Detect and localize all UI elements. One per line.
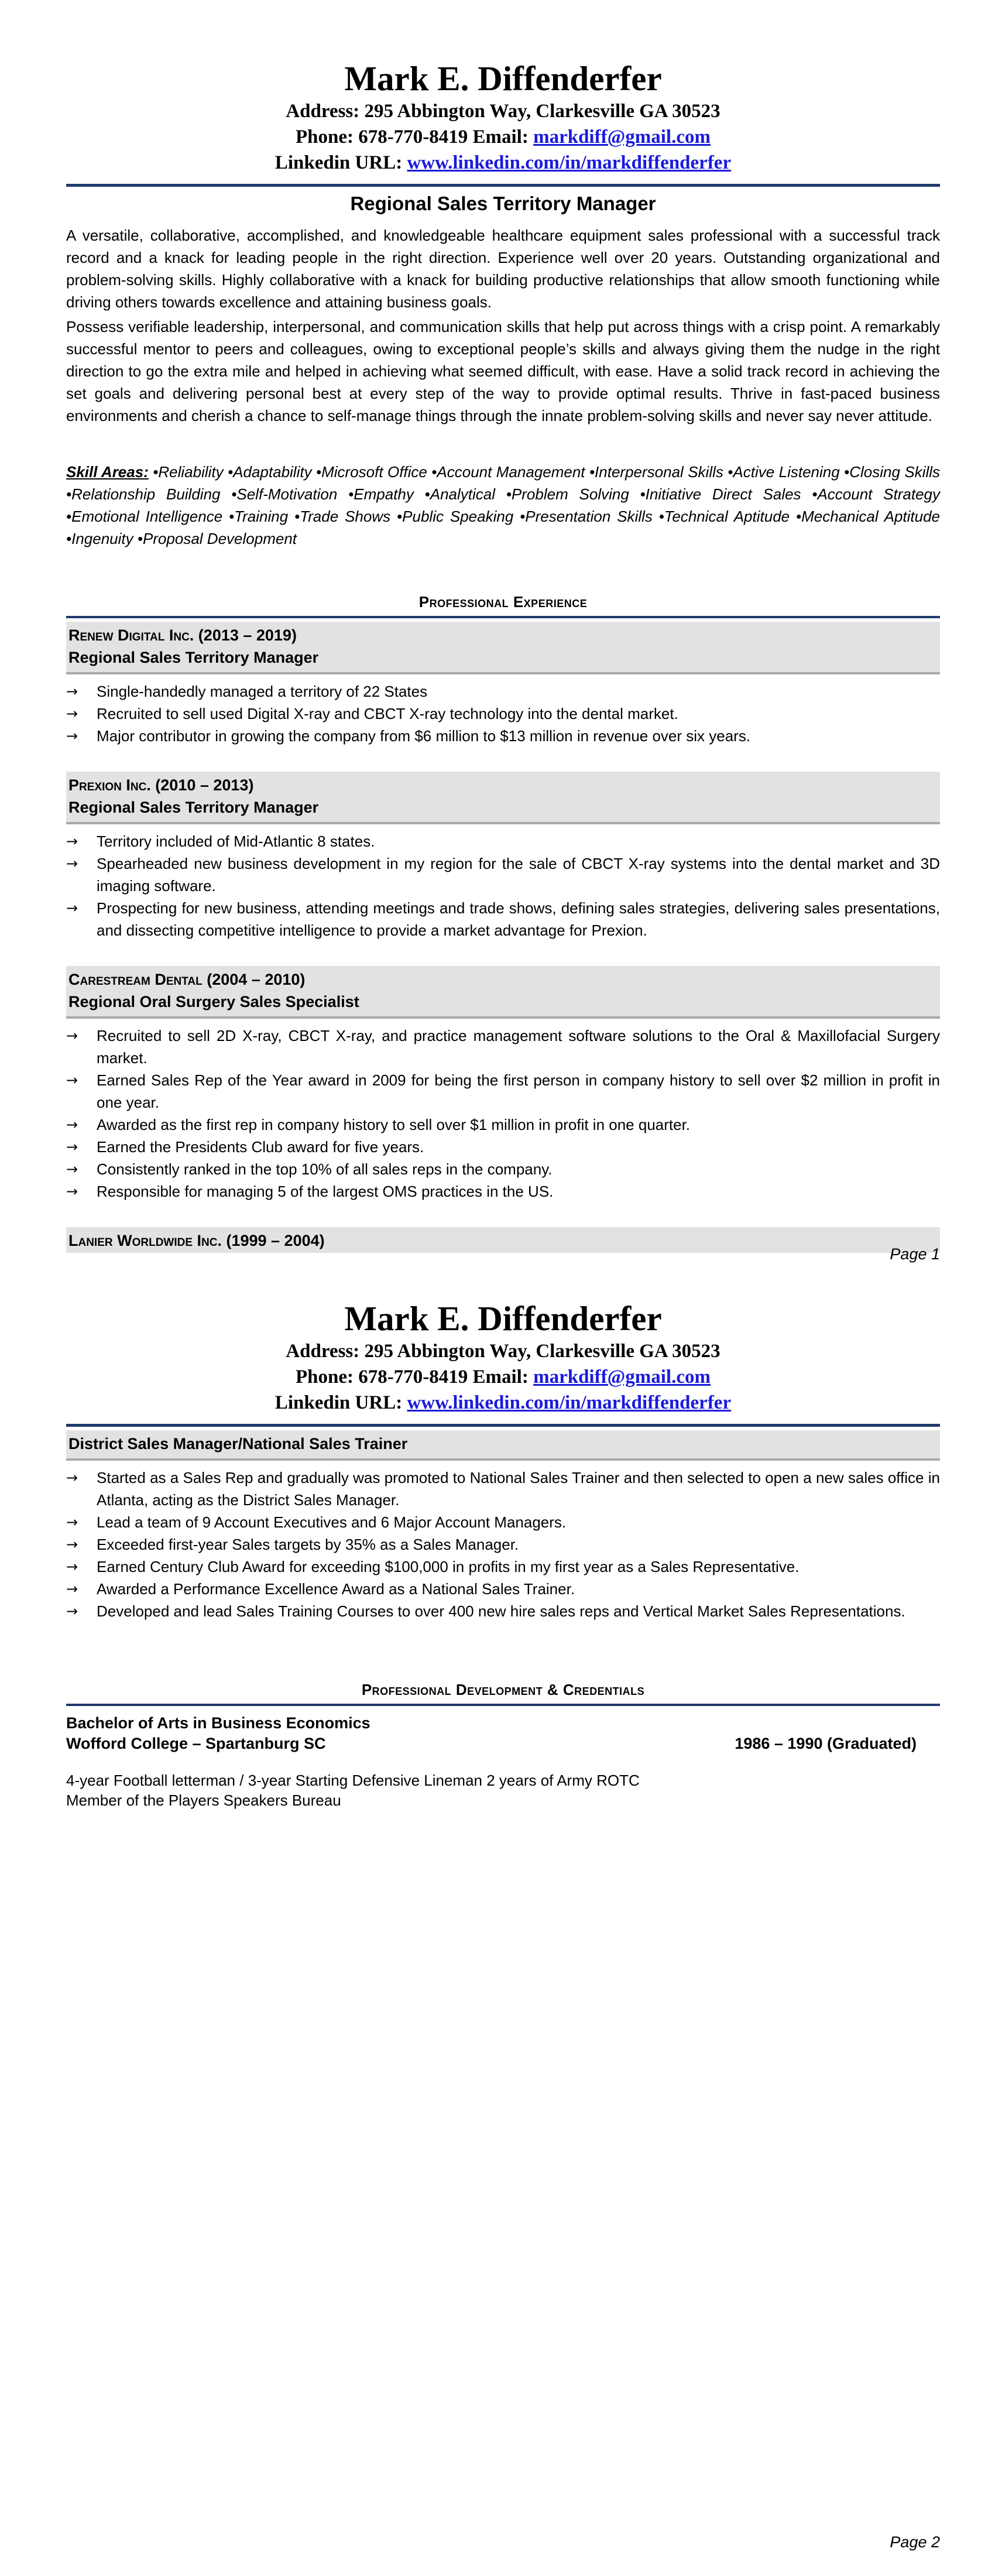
arrow-icon: →	[66, 833, 78, 849]
experience-section-title: Professional Experience	[418, 593, 588, 611]
arrow-icon: →	[66, 1536, 78, 1553]
linkedin-link[interactable]: www.linkedin.com/in/markdiffenderfer	[407, 1392, 732, 1413]
phone-label: Phone: 678-770-8419 Email:	[296, 1366, 534, 1388]
skill-item: •Interpersonal Skills	[589, 463, 728, 481]
linkedin-label: Linkedin URL:	[275, 152, 407, 173]
skill-item: •Training	[229, 508, 295, 525]
arrow-icon: →	[66, 900, 78, 916]
list-item: → Earned the Presidents Club award for five years.	[66, 1136, 940, 1158]
job-header-divider	[66, 1016, 940, 1019]
phone-email-line	[66, 124, 940, 150]
arrow-icon: →	[66, 1558, 78, 1575]
arrow-icon: →	[66, 1514, 78, 1530]
page-1	[0, 0, 995, 1276]
job-bullets	[66, 1467, 940, 1622]
education-dates: 1986 – 1990 (Graduated)	[735, 1735, 917, 1752]
list-item: → Consistently ranked in the top 10% of all sales reps in the company.	[66, 1158, 940, 1180]
education-school: Wofford College – Spartanburg SC	[66, 1735, 326, 1752]
job-header	[66, 966, 940, 1016]
job-header-divider	[66, 1458, 940, 1461]
arrow-icon: →	[66, 1116, 78, 1133]
linkedin-link[interactable]: www.linkedin.com/in/markdiffenderfer	[407, 152, 732, 173]
job-prexion	[66, 772, 940, 941]
job-bullets	[66, 680, 940, 747]
job-header	[66, 622, 940, 672]
skill-item: •Account Management	[431, 463, 589, 481]
arrow-icon: →	[66, 728, 78, 744]
summary-paragraph-2: Possess verifiable leadership, interpersonal, and communication skills that help put across things with a crisp point. A remarkably successful mentor to peers and colleagues, owing to exceptional people’s skills and always giving them the nudge in the right direction to go the extra mile and helped in achieving what seemed difficult, with ease. Have a solid track record in achieving the set goals and delivering personal best at every step of the way to provide optimal results. Thrive in fast-paced business environments and cherish a chance to self-manage things through the innate problem-solving skills and never say never attitude.	[66, 318, 940, 424]
skill-item: •Empathy	[348, 485, 425, 503]
skill-item: •Presentation Skills	[520, 508, 659, 525]
job-role: Regional Sales Territory Manager	[68, 799, 319, 816]
arrow-icon: →	[66, 1183, 78, 1200]
arrow-icon: →	[66, 1469, 78, 1486]
job-header-divider	[66, 672, 940, 674]
extra-activity-2: Member of the Players Speakers Bureau	[66, 1791, 341, 1809]
headline: Regional Sales Territory Manager	[350, 193, 656, 214]
job-role: Regional Oral Surgery Sales Specialist	[68, 993, 359, 1010]
skill-item: •Trade Shows	[294, 508, 397, 525]
skill-areas-label: Skill Areas:	[66, 463, 149, 481]
skill-item: •Adaptability	[228, 463, 316, 481]
summary-paragraph-1: A versatile, collaborative, accomplished, and knowledgeable healthcare equipment sales professional with a successful track record and a knack for leading people in the right direction. Experience well over 20 years. Outstanding organizational and problem-solving skills. Highly collaborative with a knack for building productive relationships that allow smooth functioning while driving others towards excellence and attaining business goals.	[66, 227, 940, 311]
skill-item: •Microsoft Office	[316, 463, 432, 481]
email-link[interactable]: markdiff@gmail.com	[533, 1366, 711, 1388]
arrow-icon: →	[66, 1603, 78, 1619]
skill-item: •Public Speaking	[397, 508, 520, 525]
linkedin-line	[66, 150, 940, 176]
job-header-divider	[66, 822, 940, 824]
skill-item: •Self-Motivation	[231, 485, 349, 503]
skill-item: •Mechanical Aptitude	[796, 508, 940, 525]
skill-list	[66, 463, 940, 547]
skill-item: •Account Strategy	[812, 485, 941, 503]
resume-header	[66, 59, 940, 187]
list-item: → Spearheaded new business development in my region for the sale of CBCT X-ray systems into the dental market and 3D imaging software.	[66, 852, 940, 897]
phone-email-line	[66, 1364, 940, 1390]
arrow-icon: →	[66, 1139, 78, 1155]
education-degree: Bachelor of Arts in Business Economics	[66, 1714, 370, 1732]
list-item: → Started as a Sales Rep and gradually was promoted to National Sales Trainer and then selected to open a new sales office in Atlanta, acting as the District Sales Manager.	[66, 1467, 940, 1511]
job-header	[66, 772, 940, 822]
job-company: Lanier Worldwide Inc. (1999 – 2004)	[68, 1232, 325, 1249]
skill-areas	[66, 461, 940, 550]
list-item: → Responsible for managing 5 of the largest OMS practices in the US.	[66, 1180, 940, 1203]
job-lanier-header-part1	[66, 1227, 940, 1253]
list-item: → Single-handedly managed a territory of 22 States	[66, 680, 940, 703]
arrow-icon: →	[66, 705, 78, 722]
arrow-icon: →	[66, 1072, 78, 1088]
page-1-content	[66, 59, 940, 1253]
job-company: Carestream Dental (2004 – 2010)	[68, 971, 306, 988]
candidate-name: Mark E. Diffenderfer	[344, 1299, 662, 1338]
linkedin-label: Linkedin URL:	[275, 1392, 407, 1413]
skill-item: •Initiative Direct Sales	[640, 485, 812, 503]
credentials-section-title: Professional Development & Credentials	[361, 1681, 645, 1698]
job-role: District Sales Manager/National Sales Trainer	[68, 1435, 408, 1453]
job-header	[66, 1227, 940, 1253]
extra-activity-1: 4-year Football letterman / 3-year Starting Defensive Lineman 2 years of Army ROTC	[66, 1772, 640, 1789]
job-lanier	[66, 1430, 940, 1622]
list-item: → Developed and lead Sales Training Courses to over 400 new hire sales reps and Vertical Market Sales Representations.	[66, 1600, 940, 1622]
job-header	[66, 1430, 940, 1458]
skill-item: •Emotional Intelligence	[66, 508, 229, 525]
job-bullets	[66, 1025, 940, 1203]
list-item: → Recruited to sell 2D X-ray, CBCT X-ray, and practice management software solutions to the Oral & Maxillofacial Surgery market.	[66, 1025, 940, 1069]
skill-item: •Active Listening	[728, 463, 845, 481]
list-item: → Lead a team of 9 Account Executives and 6 Major Account Managers.	[66, 1511, 940, 1533]
list-item: → Territory included of Mid-Atlantic 8 states.	[66, 830, 940, 852]
job-role: Regional Sales Territory Manager	[68, 649, 319, 666]
skill-item: •Reliability	[153, 463, 228, 481]
job-company: Renew Digital Inc. (2013 – 2019)	[68, 626, 297, 644]
arrow-icon: →	[66, 1581, 78, 1597]
arrow-icon: →	[66, 1027, 78, 1044]
job-company: Prexion Inc. (2010 – 2013)	[68, 776, 254, 794]
candidate-name: Mark E. Diffenderfer	[344, 59, 662, 98]
education-school-row	[66, 1734, 940, 1754]
skill-item: •Problem Solving	[506, 485, 640, 503]
list-item: → Exceeded first-year Sales targets by 35% as a Sales Manager.	[66, 1533, 940, 1556]
education-degree-row	[66, 1713, 940, 1734]
page-number-2: Page 2	[890, 2533, 940, 2551]
list-item: → Awarded as the first rep in company history to sell over $1 million in profit in one quarter.	[66, 1114, 940, 1136]
list-item: → Earned Century Club Award for exceeding $100,000 in profits in my first year as a Sales Representative.	[66, 1556, 940, 1578]
page-number-1: Page 1	[890, 1245, 940, 1263]
education-entry	[66, 1713, 940, 1754]
job-bullets	[66, 830, 940, 941]
resume-header-repeat	[66, 1299, 940, 1427]
job-renew-digital	[66, 622, 940, 747]
skill-item: •Relationship Building	[66, 485, 232, 503]
address-line: Address: 295 Abbington Way, Clarkesville GA 30523	[286, 1341, 720, 1362]
email-link[interactable]: markdiff@gmail.com	[533, 126, 711, 148]
page-2-content	[66, 1299, 940, 1810]
page-2	[0, 1276, 995, 2576]
list-item: → Earned Sales Rep of the Year award in 2009 for being the first person in company history to sell over $2 million in profit in one year.	[66, 1069, 940, 1114]
skill-item: •Technical Aptitude	[658, 508, 797, 525]
phone-label: Phone: 678-770-8419 Email:	[296, 126, 534, 148]
skill-item: •Proposal Development	[137, 530, 297, 547]
linkedin-line	[66, 1390, 940, 1416]
skill-item: •Analytical	[424, 485, 506, 503]
address-line: Address: 295 Abbington Way, Clarkesville GA 30523	[286, 101, 720, 122]
list-item: → Major contributor in growing the company from $6 million to $13 million in revenue over six years.	[66, 725, 940, 747]
list-item: → Awarded a Performance Excellence Award as a National Sales Trainer.	[66, 1578, 940, 1600]
job-carestream	[66, 966, 940, 1203]
list-item: → Prospecting for new business, attending meetings and trade shows, defining sales strategies, delivering sales presentations, and dissecting competitive intelligence to provide a market advantage for Prexion.	[66, 897, 940, 941]
arrow-icon: →	[66, 683, 78, 700]
header-divider	[66, 1424, 940, 1427]
skill-item: •Closing Skills	[844, 463, 941, 481]
arrow-icon: →	[66, 1161, 78, 1177]
header-divider	[66, 184, 940, 187]
arrow-icon: →	[66, 855, 78, 872]
skill-item: •Ingenuity	[66, 530, 138, 547]
list-item: → Recruited to sell used Digital X-ray and CBCT X-ray technology into the dental market.	[66, 703, 940, 725]
